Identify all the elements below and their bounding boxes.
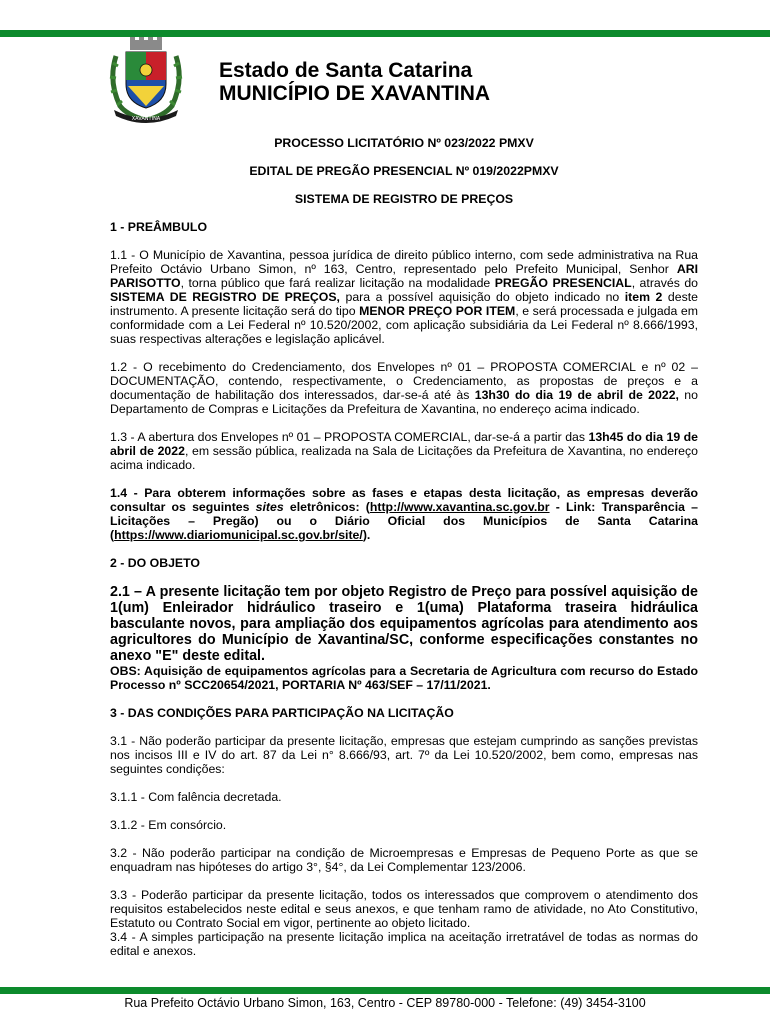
paragraph-1-1: 1.1 - O Município de Xavantina, pessoa jurídica de direito público interno, com sede administrativa na Rua Prefeito Octávio Urbano Simon, nº 163, Centro, representado pelo Prefeito Municipal, Senhor ARI PARISOTTO, torna público que fará realizar licitação na modalidade PREGÃO PRESENCIAL, através do SISTEMA DE REGISTRO DE PREÇOS, para a possível aquisição do objeto indicado no item 2 deste instrumento. A presente licitação será do tipo MENOR PREÇO POR ITEM, e será processada e julgada em conformidade com a Lei Federal nº 10.520/2002, com aplicação subsidiária da Lei Federal nº 8.666/1993, suas respectivas alterações e legislação aplicável.	[110, 248, 699, 346]
paragraph-3-2: 3.2 - Não poderão participar na condição de Microempresas e Empresas de Pequeno Porte as que se enquadram nas hipóteses do artigo 3°, §4°, da Lei Complementar 123/2006.	[110, 846, 698, 874]
edital-title: EDITAL DE PREGÃO PRESENCIAL Nº 019/2022PMXV	[249, 164, 559, 178]
paragraph-3-1: 3.1 - Não poderão participar da presente licitação, empresas que estejam cumprindo as sanções previstas nos incisos III e IV do art. 87 da Lei n° 8.666/93, art. 7º da Lei 10.520/2002, bem como, empresas nas seguintes condições:	[110, 734, 698, 776]
paragraph-2-1: 2.1 – A presente licitação tem por objeto Registro de Preço para possível aquisição de 1(um) Enleirador hidráulico traseiro e 1(uma) Plataforma traseira hidráulica basculante novos, para ampliação dos equipamentos agrícolas para atendimento aos agricultores do Município de Xavantina/SC, conforme especificações constantes no anexo "E" deste edital.	[110, 584, 698, 664]
process-title: PROCESSO LICITATÓRIO Nº 023/2022 PMXV	[274, 136, 534, 150]
paragraph-3-1-2: 3.1.2 - Em consórcio.	[110, 818, 227, 832]
obs-note: OBS: Aquisição de equipamentos agrícolas para a Secretaria de Agricultura com recurso do Estado Processo nº SCC20654/2021, PORTARIA Nº 463/SEF – 17/11/2021.	[110, 664, 698, 692]
footer-address: Rua Prefeito Octávio Urbano Simon, 163, Centro - CEP 89780-000 - Telefone: (49) 3454-3100	[124, 996, 646, 1010]
municipality-name: MUNICÍPIO DE XAVANTINA	[219, 82, 491, 105]
paragraph-3-3: 3.3 - Poderão participar da presente licitação, todos os interessados que comprovem o atendimento dos requisitos estabelecidos neste edital e seus anexos, e que tenham ramo de atividade, no Ato Constitutivo, Estatuto ou Contrato Social em vigor, pertinente ao objeto licitado.	[110, 888, 698, 930]
paragraph-1-4: 1.4 - Para obterem informações sobre as fases e etapas desta licitação, as empresas deverão consultar os seguintes sites eletrônicos: (http://www.xavantina.sc.gov.br - Link: Transparência – Licitações – Pregão) ou o Diário Oficial dos Municípios de Santa Catarina (https://www.diariomunicipal.sc.gov.br/site/).	[110, 486, 698, 542]
paragraph-3-4: 3.4 - A simples participação na presente licitação implica na aceitação irretratável de todas as normas do edital e anexos.	[110, 930, 698, 958]
paragraph-3-1-1: 3.1.1 - Com falência decretada.	[110, 790, 282, 804]
section-2-heading: 2 - DO OBJETO	[110, 556, 200, 570]
system-title: SISTEMA DE REGISTRO DE PREÇOS	[294, 192, 514, 206]
paragraph-1-3: 1.3 - A abertura dos Envelopes nº 01 – PROPOSTA COMERCIAL, dar-se-á a partir das 13h45 do dia 19 de abril de 2022, em sessão pública, realizada na Sala de Licitações da Prefeitura de Xavantina, no endereço acima indicado.	[110, 430, 698, 472]
section-1-heading: 1 - PREÂMBULO	[110, 220, 208, 234]
header	[219, 59, 490, 105]
municipal-crest-logo	[106, 36, 186, 124]
link-diario-municipal[interactable]: https://www.diariomunicipal.sc.gov.br/site/	[114, 528, 363, 542]
section-3-heading: 3 - DAS CONDIÇÕES PARA PARTICIPAÇÃO NA LICITAÇÃO	[110, 706, 454, 720]
paragraph-1-2: 1.2 - O recebimento do Credenciamento, dos Envelopes nº 01 – PROPOSTA COMERCIAL e nº 02 – DOCUMENTAÇÃO, contendo, respectivamente, o Credenciamento, as propostas de preços e a documentação de habilitação dos interessados, dar-se-á até às 13h30 do dia 19 de abril de 2022, no Departamento de Compras e Licitações da Prefeitura de Xavantina, no endereço acima indicado.	[110, 360, 698, 416]
svg-text:XAVANTINA: XAVANTINA	[131, 116, 161, 122]
link-xavantina[interactable]: http://www.xavantina.sc.gov.br	[369, 500, 550, 514]
bottom-green-bar	[0, 987, 770, 994]
state-name: Estado de Santa Catarina	[219, 59, 473, 82]
document-body	[110, 136, 698, 972]
